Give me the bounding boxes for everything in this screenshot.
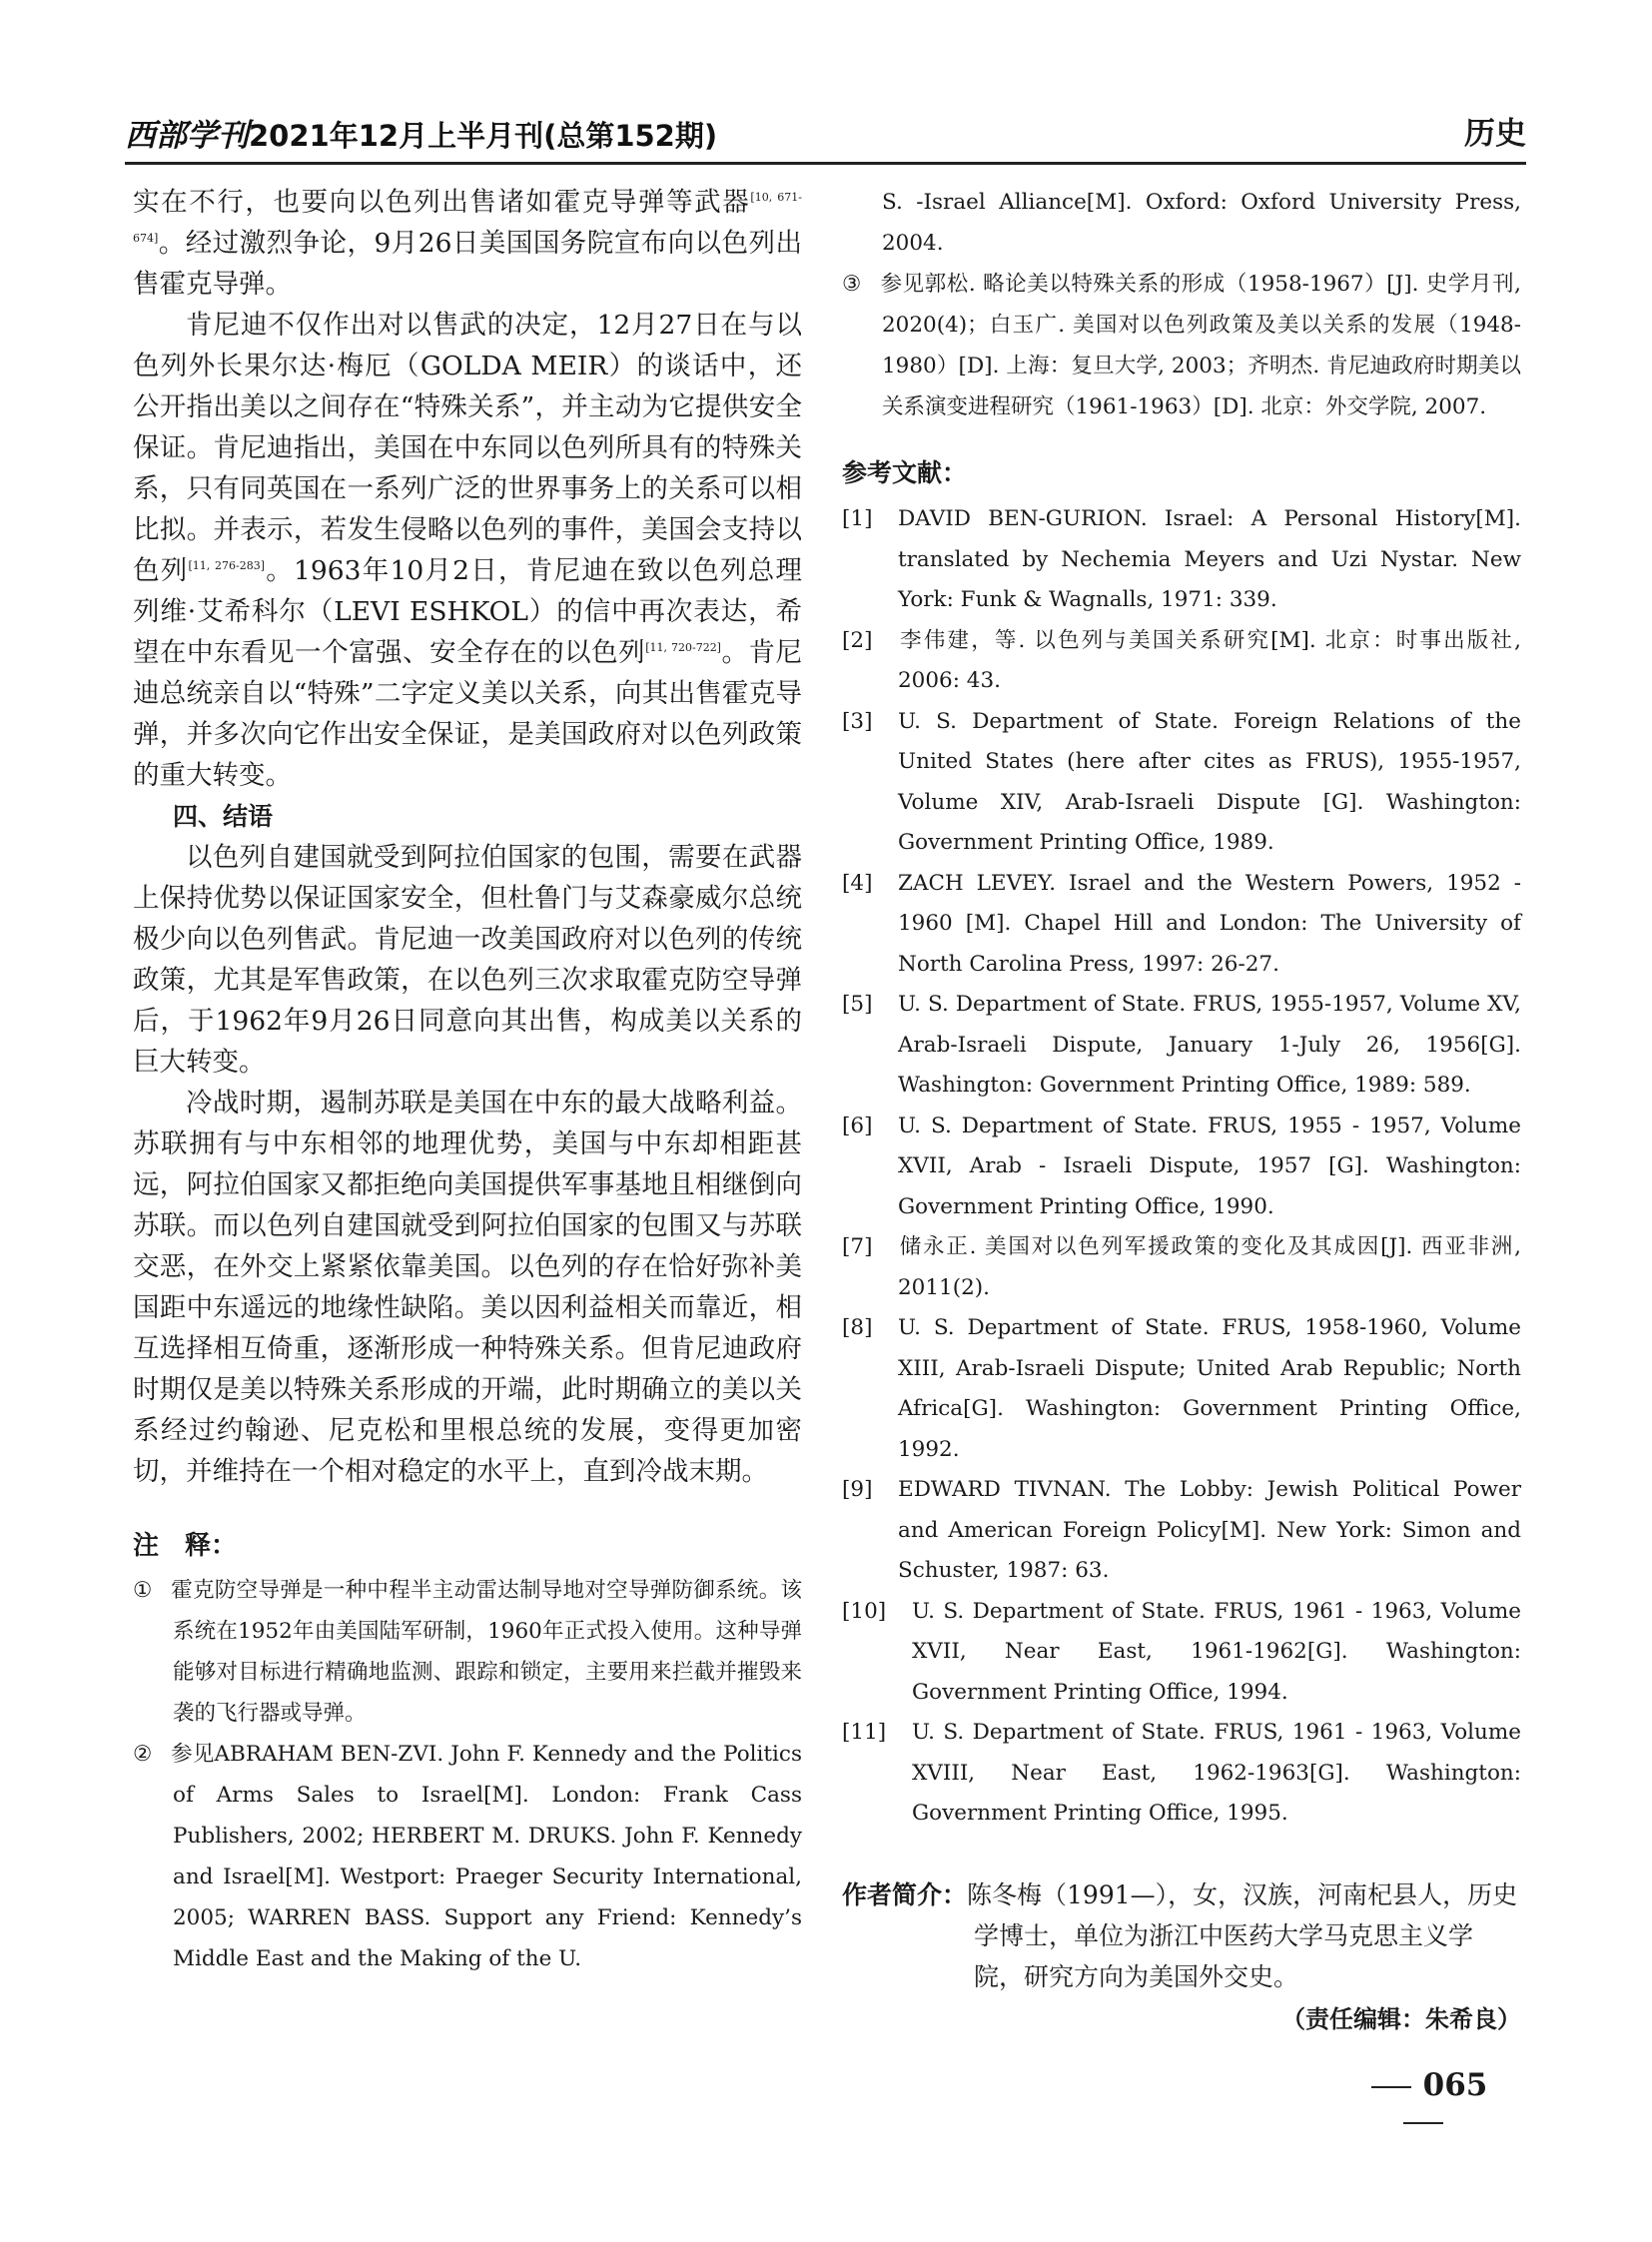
notes-heading: 注 释： — [133, 1531, 238, 1561]
citation: [11, 720-722] — [645, 641, 721, 655]
reference-item — [842, 499, 1521, 621]
left-column — [133, 182, 802, 1979]
footnote-text: 参见ABRAHAM BEN-ZVI. John F. Kennedy and the Politics of Arms Sales to Israel[M]. London: Frank Cass Publishers, 2002; HERBERT M. DRUKS. John F. Kennedy and Israel[M]. Westport: Praeger Security International, 2005; WARREN BASS. Support any Friend: Kennedy’s Middle East and the Making of the U. — [171, 1742, 802, 1971]
reference-text: U. S. Department of State. FRUS, 1958-1960, Volume XIII, Arab-Israeli Dispute; United Arab Republic; North Africa[G]. Washington: Government Printing Office, 1992. — [898, 1315, 1521, 1462]
reference-number: [10] — [842, 1598, 887, 1624]
footnote — [133, 1570, 802, 1734]
paragraph-text: 实在不行，也要向以色列出售诸如霍克导弹等武器 — [133, 187, 751, 218]
reference-text: EDWARD TIVNAN. The Lobby: Jewish Political Power and American Foreign Policy[M]. New York: Simon and Schuster, 1987: 63. — [898, 1477, 1521, 1583]
page-number-footer — [1333, 2067, 1513, 2139]
footnote-text: 参见郭松. 略论美以特殊关系的形成（1958-1967）[J]. 史学月刊, 2020(4)；白玉广. 美国对以色列政策及美以关系的发展（1948-1980）[D]. 上海：复旦大学, 2003；齐明杰. 肯尼迪政府时期美以关系演变进程研究（1961-1963）[D]. 北京：外交学院, 2007. — [880, 272, 1521, 419]
reference-text: DAVID BEN-GURION. Israel: A Personal History[M]. translated by Nechemia Meyers and Uzi Nystar. New York: Funk & Wagnalls, 1971: 339. — [898, 506, 1521, 612]
reference-item — [842, 702, 1521, 864]
journal-logo: 西部学刊 — [125, 118, 249, 154]
reference-item — [842, 1713, 1521, 1835]
section-heading: 四、结语 — [173, 802, 274, 831]
responsible-editor: （责任编辑：朱希良） — [1281, 2004, 1521, 2033]
reference-number: [1] — [842, 506, 873, 531]
footnote-marker: ③ — [842, 272, 862, 297]
citation: [10, 671-674] — [133, 191, 803, 246]
header-rule — [125, 162, 1526, 165]
footnote-continued: S. -Israel Alliance[M]. Oxford: Oxford University Press, 2004. — [882, 190, 1521, 256]
author-text: 陈冬梅（1991—），女，汉族，河南杞县人，历史学博士，单位为浙江中医药大学马克思主义学院，研究方向为美国外交史。 — [967, 1879, 1518, 1991]
reference-number: [2] — [842, 627, 873, 653]
reference-item — [842, 1227, 1521, 1308]
reference-number: [11] — [842, 1720, 887, 1745]
paragraph-text: 。肯尼迪总统亲自以“特殊”二字定义美以关系，向其出售霍克导弹，并多次向它作出安全保证，是美国政府对以色列政策的重大转变。 — [133, 637, 803, 791]
reference-item — [842, 1470, 1521, 1592]
paragraph: 以色列自建国就受到阿拉伯国家的包围，需要在武器上保持优势以保证国家安全，但杜鲁门与艾森豪威尔总统极少向以色列售武。肯尼迪一改美国政府对以色列的传统政策，尤其是军售政策，在以色列三次求取霍克防空导弹后，于1962年9月26日同意向其出售，构成美以关系的巨大转变。 — [133, 842, 802, 1078]
reference-item — [842, 1308, 1521, 1470]
references-heading: 参考文献： — [842, 458, 968, 487]
footnote-marker: ① — [133, 1578, 153, 1603]
reference-number: [8] — [842, 1315, 873, 1340]
author-bio — [842, 1874, 1521, 1997]
page-header — [125, 108, 1526, 158]
citation: [11, 276-283] — [188, 559, 266, 573]
reference-item — [842, 985, 1521, 1107]
section-tag: 历史 — [1464, 116, 1526, 152]
footnote-marker: ② — [133, 1742, 153, 1767]
paragraph: 冷战时期，遏制苏联是美国在中东的最大战略利益。苏联拥有与中东相邻的地理优势，美国与中东却相距甚远，阿拉伯国家又都拒绝向美国提供军事基地且相继倒向苏联。而以色列自建国就受到阿拉伯国家的包围又与苏联交恶，在外交上紧紧依靠美国。以色列的存在恰好弥补美国距中东遥远的地缘性缺陷。美以因利益相关而靠近，相互选择相互倚重，逐渐形成一种特殊关系。但肯尼迪政府时期仅是美以特殊关系形成的开端，此时期确立的美以关系经过约翰逊、尼克松和里根总统的发展，变得更加密切，并维持在一个相对稳定的水平上，直到冷战末期。 — [133, 1088, 802, 1487]
reference-number: [4] — [842, 870, 873, 896]
reference-item — [842, 864, 1521, 986]
footnote-text: 霍克防空导弹是一种中程半主动雷达制导地对空导弹防御系统。该系统在1952年由美国陆军研制，1960年正式投入使用。这种导弹能够对目标进行精确地监测、跟踪和锁定，主要用来拦截并摧毁来袭的飞行器或导弹。 — [171, 1578, 802, 1726]
page-dash-left — [1371, 2086, 1411, 2088]
reference-text: U. S. Department of State. FRUS, 1955-1957, Volume XV, Arab-Israeli Dispute, January 1-July 26, 1956[G]. Washington: Government Printing Office, 1989: 589. — [898, 992, 1521, 1098]
paragraph-text: 。1963年10月2日，肯尼迪在致以色列总理列维·艾希科尔（LEVI ESHKOL）的信中再次表达，希望在中东看见一个富强、安全存在的以色列 — [133, 555, 802, 668]
footnote — [133, 1734, 802, 1979]
page-dash-right — [1403, 2122, 1443, 2124]
journal-issue: 2021年12月上半月刊(总第152期) — [249, 119, 718, 153]
paragraph-text: 。经过激烈争论，9月26日美国国务院宣布向以色列出售霍克导弹。 — [133, 228, 802, 300]
reference-text: U. S. Department of State. FRUS, 1961 - 1963, Volume XVII, Near East, 1961-1962[G]. Washington: Government Printing Office, 1994. — [912, 1598, 1521, 1705]
footnote — [842, 264, 1521, 427]
references-list — [842, 499, 1521, 1835]
reference-text: U. S. Department of State. Foreign Relations of the United States (here after cites as FRUS), 1955-1957, Volume XIV, Arab-Israeli Dispute [G]. Washington: Government Printing Office, 1989. — [898, 708, 1521, 855]
paragraph-text: 肯尼迪不仅作出对以售武的决定，12月27日在与以色列外长果尔达·梅厄（GOLDA MEIR）的谈话中，还公开指出美以之间存在“特殊关系”，并主动为它提供安全保证。肯尼迪指出，美国在中东同以色列所具有的特殊关系，只有同英国在一系列广泛的世界事务上的关系可以相比拟。并表示，若发生侵略以色列的事件，美国会支持以色列 — [133, 310, 802, 586]
author-label: 作者简介： — [842, 1879, 968, 1909]
reference-number: [9] — [842, 1477, 873, 1502]
reference-number: [3] — [842, 708, 873, 734]
journal-title — [125, 110, 717, 155]
reference-text: U. S. Department of State. FRUS, 1955 - 1957, Volume XVII, Arab - Israeli Dispute, 1957 [G]. Washington: Government Printing Office, 1990. — [898, 1113, 1521, 1219]
reference-text: 李伟建，等. 以色列与美国关系研究[M]. 北京：时事出版社, 2006: 43. — [898, 627, 1521, 693]
page-number: 065 — [1422, 2067, 1488, 2103]
reference-text: U. S. Department of State. FRUS, 1961 - 1963, Volume XVIII, Near East, 1962-1963[G]. Washington: Government Printing Office, 1995. — [912, 1720, 1521, 1826]
reference-number: [5] — [842, 992, 873, 1017]
reference-item — [842, 621, 1521, 702]
paragraph — [133, 182, 802, 305]
reference-number: [7] — [842, 1234, 873, 1259]
right-column — [842, 182, 1521, 2040]
reference-number: [6] — [842, 1113, 873, 1138]
reference-item — [842, 1592, 1521, 1714]
reference-text: ZACH LEVEY. Israel and the Western Powers, 1952 - 1960 [M]. Chapel Hill and London: The University of North Carolina Press, 1997: 26-27. — [898, 870, 1521, 977]
reference-item — [842, 1107, 1521, 1228]
reference-text: 储永正. 美国对以色列军援政策的变化及其成因[J]. 西亚非洲, 2011(2). — [898, 1234, 1521, 1300]
paragraph — [133, 305, 802, 796]
